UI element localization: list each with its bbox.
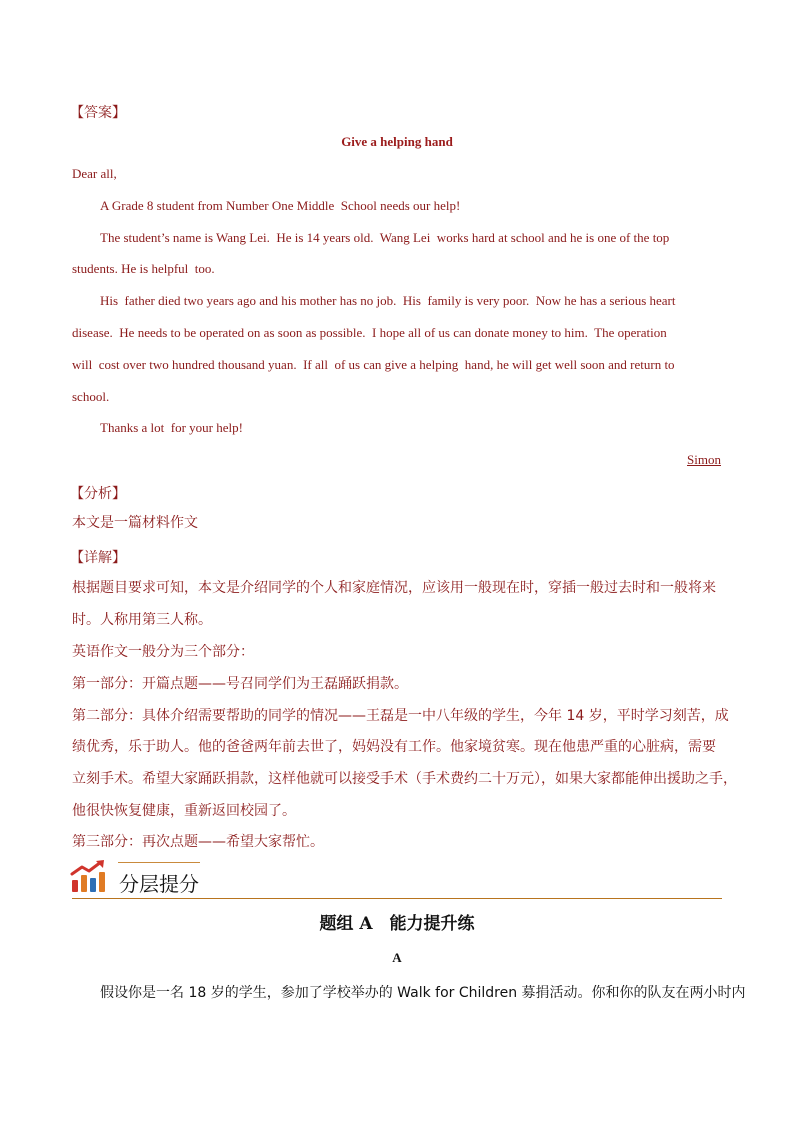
essay-greeting: Dear all, <box>72 166 117 181</box>
essay-title: Give a helping hand <box>341 134 453 149</box>
banner-bottom-rule <box>72 898 722 899</box>
essay-line: His father died two years ago and his mother has no job. His family is very poor. Now he has a serious heart <box>100 293 676 308</box>
essay-line: school. <box>72 389 110 404</box>
analysis-text: 本文是一篇材料作文 <box>72 515 198 531</box>
detail-line: 时。人称用第三人称。 <box>72 612 212 628</box>
essay-line: Thanks a lot for your help! <box>100 420 243 435</box>
detail-line: 他很快恢复健康，重新返回校园了。 <box>72 803 296 819</box>
detail-line: 绩优秀，乐于助人。他的爸爸两年前去世了，妈妈没有工作。他家境贫寒。现在他患严重的心脏病，需要 <box>72 739 716 755</box>
exercise-subsection-label: A <box>392 950 402 965</box>
essay-line: A Grade 8 student from Number One Middle School needs our help! <box>100 198 461 213</box>
essay-signature: Simon <box>687 452 721 467</box>
exercise-group-title: 题组 A 能力提升练 <box>319 914 475 934</box>
essay-line: will cost over two hundred thousand yuan. If all of us can give a helping hand, he will get well soon and return to <box>72 357 675 372</box>
detail-line: 第三部分：再次点题——希望大家帮忙。 <box>72 834 324 850</box>
detail-heading: 【详解】 <box>70 550 126 566</box>
banner-top-rule <box>118 862 200 863</box>
bar-chart-growth-icon <box>70 858 110 894</box>
answer-heading: 【答案】 <box>70 105 126 121</box>
banner-title: 分层提分 <box>119 872 199 896</box>
exercise-intro: 假设你是一名 18 岁的学生，参加了学校举办的 Walk for Children 募捐活动。你和你的队友在两小时内 <box>100 985 746 1001</box>
essay-line: students. He is helpful too. <box>72 261 215 276</box>
detail-line: 第二部分：具体介绍需要帮助的同学的情况——王磊是一中八年级的学生，今年 14 岁，平时学习刻苦，成 <box>72 708 729 724</box>
detail-line: 第一部分：开篇点题——号召同学们为王磊踊跃捐款。 <box>72 676 408 692</box>
analysis-heading: 【分析】 <box>70 486 126 502</box>
essay-line: disease. He needs to be operated on as soon as possible. I hope all of us can donate money to him. The operation <box>72 325 667 340</box>
detail-line: 英语作文一般分为三个部分： <box>72 644 254 660</box>
detail-line: 根据题目要求可知，本文是介绍同学的个人和家庭情况，应该用一般现在时，穿插一般过去时和一般将来 <box>72 580 716 596</box>
essay-line: The student’s name is Wang Lei. He is 14 years old. Wang Lei works hard at school and he is one of the top <box>100 230 670 245</box>
detail-line: 立刻手术。希望大家踊跃捐款，这样他就可以接受手术（手术费约二十万元），如果大家都能伸出援助之手， <box>72 771 737 787</box>
